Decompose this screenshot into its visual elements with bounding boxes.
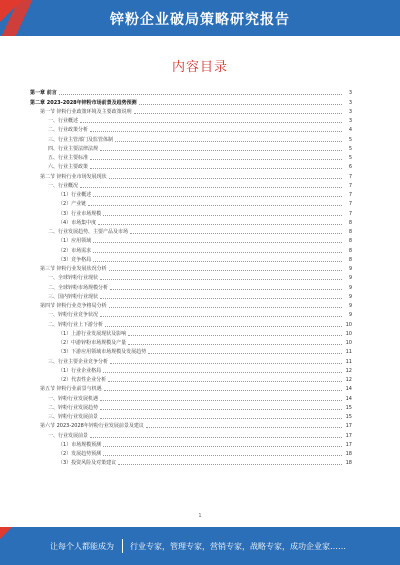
page-number: 1 bbox=[198, 513, 202, 519]
toc-entry-label: 一、行业概况 bbox=[48, 182, 79, 189]
toc-leader-dots bbox=[100, 315, 342, 317]
toc-entry-page: 10 bbox=[345, 330, 352, 337]
toc-entry-page: 5 bbox=[348, 136, 352, 143]
toc-entry-label: 第六节 2023-2028年锌粉行业发展前景及建议 bbox=[40, 423, 144, 430]
toc-entry-label: （3）投资风险及对策建议 bbox=[58, 460, 117, 467]
toc-entry-page: 9 bbox=[348, 312, 352, 319]
toc-leader-dots bbox=[115, 140, 342, 142]
toc-entry[interactable] bbox=[30, 96, 352, 105]
toc-entry-page: 8 bbox=[348, 238, 352, 245]
toc-entry-page: 14 bbox=[345, 395, 352, 402]
toc-entry-label: （1）上游行业发展现状及影响 bbox=[58, 330, 127, 337]
toc-entry-page: 9 bbox=[348, 303, 352, 309]
toc-entry[interactable] bbox=[30, 115, 352, 124]
toc-entry-label: 二、锌粉行业上下游分析 bbox=[48, 321, 104, 328]
toc-entry[interactable] bbox=[30, 235, 352, 244]
toc-entry-label: 第一节 锌粉行业政策环境及主要政策说明 bbox=[40, 108, 132, 115]
toc-entry-label: 五、行业主要标准 bbox=[48, 155, 89, 161]
toc-entry[interactable] bbox=[30, 254, 352, 263]
toc-entry-page: 3 bbox=[348, 108, 352, 115]
toc-entry[interactable] bbox=[30, 281, 352, 290]
toc-entry-label: （2）市场需求 bbox=[58, 247, 92, 254]
toc-entry[interactable] bbox=[30, 217, 352, 226]
toc-entry[interactable] bbox=[30, 439, 352, 448]
toc-leader-dots bbox=[80, 186, 342, 188]
toc-leader-dots bbox=[128, 343, 342, 345]
footer-slogan-right: 行业专家，管理专家，营销专家，战略专家，成功企业家…… bbox=[130, 542, 346, 551]
toc-entry-label: （2）代表性企业分析 bbox=[58, 377, 107, 383]
toc-entry-label: （3）下游应用领域市场规模及发展趋势 bbox=[58, 349, 147, 356]
toc-leader-dots bbox=[134, 112, 342, 114]
toc-leader-dots bbox=[109, 177, 342, 179]
toc-entry-label: （1）行业概述 bbox=[58, 192, 92, 198]
toc-entry-label: 一、锌粉行业竞争状况 bbox=[48, 312, 99, 319]
toc-leader-dots bbox=[90, 130, 342, 132]
toc-leader-dots bbox=[130, 232, 342, 234]
toc-entry-label: 三、国内锌粉行业现状 bbox=[48, 293, 99, 300]
toc-entry[interactable] bbox=[30, 365, 352, 374]
toc-entry-label: （1）应用领域 bbox=[58, 238, 92, 245]
toc-entry-label: 三、锌粉行业发展前景 bbox=[48, 414, 99, 420]
toc-entry-label: 三、行业主要企业竞争分析 bbox=[48, 358, 109, 365]
toc-entry-label: 二、行业政策分析 bbox=[48, 127, 89, 134]
toc-entry-page: 6 bbox=[348, 164, 352, 171]
toc-entry-page: 12 bbox=[345, 377, 352, 383]
toc-entry[interactable] bbox=[30, 346, 352, 355]
toc-leader-dots bbox=[93, 195, 342, 197]
toc-entry-page: 3 bbox=[348, 99, 352, 106]
footer-divider bbox=[122, 539, 123, 553]
toc-leader-dots bbox=[146, 426, 342, 428]
toc-entry-label: 二、全球锌粉市场规模分析 bbox=[48, 284, 109, 291]
toc-leader-dots bbox=[90, 436, 342, 438]
toc-entry[interactable] bbox=[30, 106, 352, 115]
toc-entry[interactable] bbox=[30, 152, 352, 161]
toc-entry-label: 第二节 锌粉行业市场发展现状 bbox=[40, 173, 107, 180]
toc-heading: 内容目录 bbox=[171, 60, 228, 75]
toc-leader-dots bbox=[100, 297, 342, 299]
toc-leader-dots bbox=[139, 103, 342, 105]
toc-entry-label: （2）产业链 bbox=[58, 201, 87, 208]
toc-entry-page: 5 bbox=[348, 155, 352, 161]
toc-leader-dots bbox=[98, 223, 342, 225]
toc-leader-dots bbox=[128, 334, 342, 336]
toc-entry[interactable] bbox=[30, 355, 352, 364]
toc-entry-page: 15 bbox=[345, 414, 352, 420]
toc-entry-label: 一、行业发展前景 bbox=[48, 432, 89, 439]
toc-entry-label: 二、锌粉行业发展趋势 bbox=[48, 404, 99, 411]
toc-leader-dots bbox=[109, 269, 342, 271]
toc-entry-label: 四、行业主要法律法规 bbox=[48, 145, 99, 152]
toc-entry[interactable] bbox=[30, 198, 352, 207]
toc-entry-page: 8 bbox=[348, 219, 352, 226]
toc-entry-label: （3）行业市场规模 bbox=[58, 210, 102, 217]
toc-entry[interactable] bbox=[30, 272, 352, 281]
toc-entry-page: 8 bbox=[348, 256, 352, 263]
footer-accent-triangle bbox=[0, 527, 12, 539]
toc-leader-dots bbox=[103, 371, 342, 373]
toc-entry-page: 9 bbox=[348, 293, 352, 300]
toc-entry[interactable] bbox=[30, 318, 352, 327]
toc-entry-page: 15 bbox=[345, 404, 352, 411]
toc-entry[interactable] bbox=[30, 383, 352, 392]
toc-entry-label: （3）竞争格局 bbox=[58, 256, 92, 263]
toc-leader-dots bbox=[93, 260, 342, 262]
footer-slogan-left: 让每个人都能成为 bbox=[50, 542, 114, 551]
toc-entry-page: 7 bbox=[348, 210, 352, 217]
toc-leader-dots bbox=[100, 408, 342, 410]
toc-entry[interactable] bbox=[30, 300, 352, 309]
toc-leader-dots bbox=[109, 306, 342, 308]
toc-leader-dots bbox=[104, 389, 342, 391]
toc-entry-page: 14 bbox=[345, 386, 352, 393]
toc-leader-dots bbox=[90, 167, 342, 169]
toc-entry[interactable] bbox=[30, 429, 352, 438]
toc-entry-label: 二、行业发展趋势、主要产品及市场 bbox=[48, 229, 129, 235]
toc-entry-page: 12 bbox=[345, 367, 352, 374]
toc-entry-page: 8 bbox=[348, 247, 352, 254]
toc-entry[interactable] bbox=[30, 374, 352, 383]
toc-leader-dots bbox=[118, 463, 342, 465]
toc-entry[interactable] bbox=[30, 143, 352, 152]
toc-entry-label: （2）发展趋势预测 bbox=[58, 451, 102, 457]
toc-leader-dots bbox=[80, 121, 342, 123]
toc-entry-page: 5 bbox=[348, 145, 352, 152]
toc-entry-label: 第五节 锌粉行业前景与机遇 bbox=[40, 386, 102, 393]
report-title: 锌粉企业破局策略研究报告 bbox=[110, 12, 290, 28]
toc-entry[interactable] bbox=[30, 291, 352, 300]
toc-entry-page: 18 bbox=[345, 460, 352, 467]
toc-entry-label: 六、行业主要政策 bbox=[48, 164, 89, 171]
toc-entry-page: 7 bbox=[348, 201, 352, 208]
toc-entry-page: 17 bbox=[345, 441, 352, 448]
toc-entry[interactable] bbox=[30, 420, 352, 429]
toc-leader-dots bbox=[105, 325, 342, 327]
table-of-contents bbox=[30, 87, 352, 466]
toc-leader-dots bbox=[103, 214, 342, 216]
toc-leader-dots bbox=[100, 399, 342, 401]
toc-leader-dots bbox=[100, 149, 342, 151]
toc-leader-dots bbox=[90, 158, 342, 160]
toc-entry-page: 9 bbox=[348, 284, 352, 291]
toc-entry[interactable] bbox=[30, 124, 352, 133]
toc-entry-page: 11 bbox=[345, 349, 352, 356]
toc-entry-page: 17 bbox=[345, 423, 352, 430]
toc-entry-page: 11 bbox=[345, 358, 352, 365]
toc-entry[interactable] bbox=[30, 189, 352, 198]
toc-entry[interactable] bbox=[30, 207, 352, 216]
toc-leader-dots bbox=[103, 445, 342, 447]
toc-entry-label: 第一章 前言 bbox=[30, 90, 57, 97]
toc-entry-page: 9 bbox=[348, 266, 352, 272]
toc-leader-dots bbox=[110, 288, 342, 290]
toc-leader-dots bbox=[100, 278, 342, 280]
toc-entry[interactable] bbox=[30, 392, 352, 401]
toc-entry[interactable] bbox=[30, 411, 352, 420]
toc-entry-label: （2）中游锌粉市场规模及产量 bbox=[58, 340, 127, 346]
toc-leader-dots bbox=[108, 380, 342, 382]
toc-entry[interactable] bbox=[30, 457, 352, 466]
toc-leader-dots bbox=[103, 454, 342, 456]
toc-entry-label: 一、锌粉行业发展机遇 bbox=[48, 395, 99, 402]
toc-entry-page: 10 bbox=[345, 340, 352, 346]
toc-entry-page: 8 bbox=[348, 229, 352, 235]
toc-entry-page: 17 bbox=[345, 432, 352, 439]
toc-entry-label: 三、行业主管部门及监管体制 bbox=[48, 136, 114, 143]
toc-entry[interactable] bbox=[30, 337, 352, 346]
toc-entry-label: 第四节 锌粉行业竞争格局分析 bbox=[40, 303, 107, 309]
toc-entry-page: 3 bbox=[348, 118, 352, 124]
toc-entry[interactable] bbox=[30, 309, 352, 318]
toc-entry[interactable] bbox=[30, 87, 352, 96]
toc-leader-dots bbox=[93, 241, 342, 243]
toc-entry-label: （1）市场规模预测 bbox=[58, 441, 102, 448]
toc-leader-dots bbox=[110, 362, 342, 364]
toc-entry[interactable] bbox=[30, 263, 352, 272]
toc-entry-label: （1）行业企业格局 bbox=[58, 367, 102, 374]
toc-entry-label: 一、全球锌粉行业现状 bbox=[48, 275, 99, 282]
toc-leader-dots bbox=[148, 352, 342, 354]
toc-entry-page: 10 bbox=[345, 321, 352, 328]
toc-entry[interactable] bbox=[30, 133, 352, 142]
toc-entry-page: 3 bbox=[348, 90, 352, 97]
toc-entry-label: 一、行业概述 bbox=[48, 118, 79, 124]
toc-entry[interactable] bbox=[30, 328, 352, 337]
toc-entry-label: 第三节 锌粉行业发展状况分析 bbox=[40, 266, 107, 272]
toc-entry[interactable] bbox=[30, 170, 352, 179]
toc-entry-page: 7 bbox=[348, 192, 352, 198]
toc-entry[interactable] bbox=[30, 226, 352, 235]
toc-leader-dots bbox=[93, 251, 342, 253]
toc-entry[interactable] bbox=[30, 448, 352, 457]
toc-entry[interactable] bbox=[30, 161, 352, 170]
toc-leader-dots bbox=[59, 93, 342, 95]
toc-entry-page: 4 bbox=[348, 127, 352, 134]
toc-entry[interactable] bbox=[30, 180, 352, 189]
toc-entry-label: 第二章 2023-2028年锌粉市场前景及趋势预测 bbox=[30, 99, 137, 106]
toc-entry[interactable] bbox=[30, 244, 352, 253]
toc-entry-page: 7 bbox=[348, 173, 352, 180]
toc-entry[interactable] bbox=[30, 402, 352, 411]
toc-entry-page: 18 bbox=[345, 451, 352, 457]
toc-entry-page: 9 bbox=[348, 275, 352, 282]
toc-entry-label: （4）市场集中度 bbox=[58, 219, 97, 226]
toc-entry-page: 7 bbox=[348, 182, 352, 189]
toc-leader-dots bbox=[100, 417, 342, 419]
toc-leader-dots bbox=[88, 204, 342, 206]
